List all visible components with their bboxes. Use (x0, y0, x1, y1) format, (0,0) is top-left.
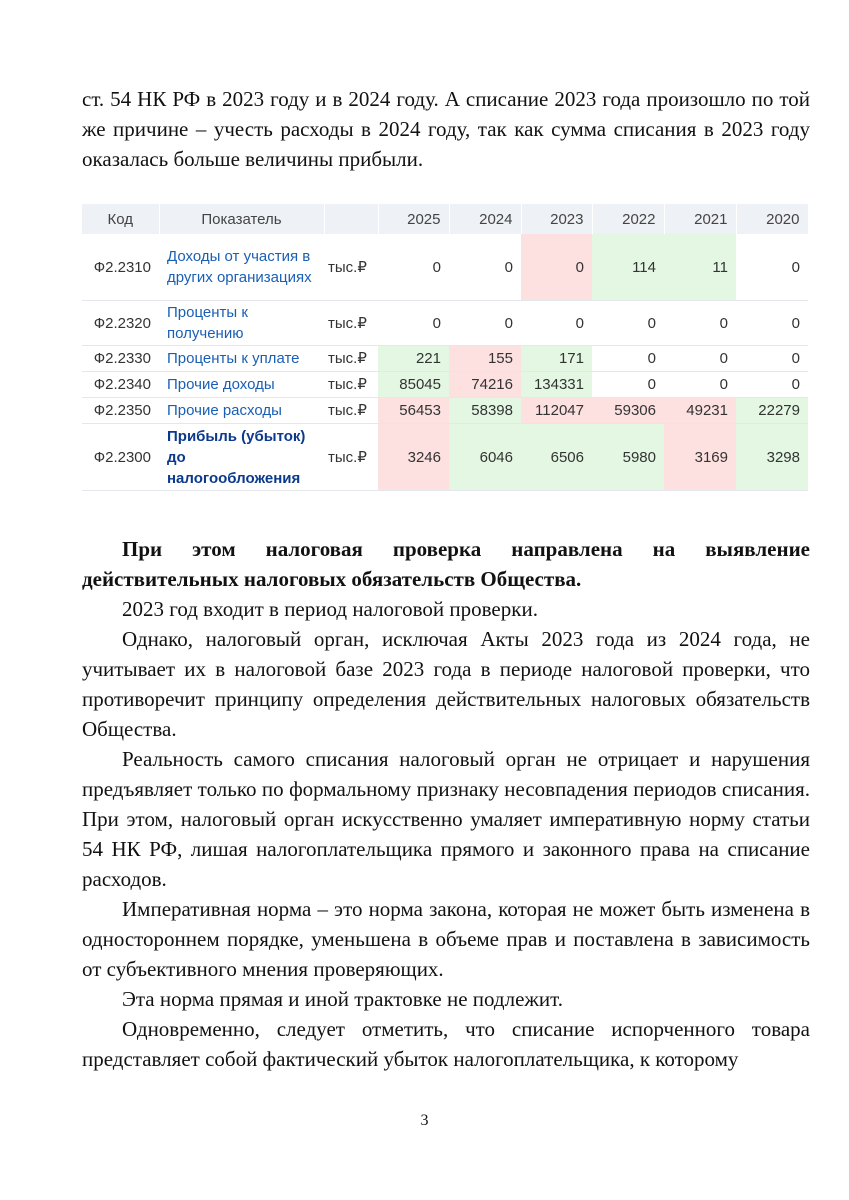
row-unit: тыс.₽ (324, 398, 378, 424)
indicator-link[interactable]: Проценты к уплате (167, 350, 300, 367)
bold-paragraph: При этом налоговая проверка направлена на выявление действительных налоговых обязательств Общества. (82, 537, 810, 591)
header-unit (324, 204, 378, 234)
value-cell: 0 (521, 234, 592, 301)
value-cell: 221 (378, 346, 449, 372)
value-cell: 0 (449, 234, 521, 301)
indicator-link[interactable]: Доходы от участия в других организациях (167, 248, 312, 286)
header-year: 2020 (736, 204, 808, 234)
value-cell: 0 (592, 346, 664, 372)
value-cell: 0 (592, 301, 664, 346)
value-cell: 59306 (592, 398, 664, 424)
page-number: 3 (420, 1112, 429, 1129)
value-cell: 0 (378, 234, 449, 301)
value-cell: 85045 (378, 372, 449, 398)
value-cell: 49231 (664, 398, 736, 424)
value-cell: 6506 (521, 424, 592, 491)
financial-table-screenshot (82, 204, 808, 496)
row-code: Ф2.2350 (82, 398, 159, 424)
value-cell: 5980 (592, 424, 664, 491)
header-year: 2025 (378, 204, 449, 234)
value-cell: 0 (449, 301, 521, 346)
row-unit: тыс.₽ (324, 301, 378, 346)
indicator-link[interactable]: Проценты к получению (167, 304, 248, 342)
row-code: Ф2.2320 (82, 301, 159, 346)
intro-paragraph: ст. 54 НК РФ в 2023 году и в 2024 году. А списание 2023 года произошло по той же причине – учесть расходы в 2024 году, так как сумма списания в 2023 году оказалась больше величины прибыли. (82, 87, 810, 171)
value-cell: 3298 (736, 424, 808, 491)
paragraph: Одновременно, следует отметить, что списание испорченного товара представляет собой фактический убыток налогоплательщика, к которому (82, 1017, 810, 1071)
indicator-link[interactable]: Прочие доходы (167, 376, 275, 393)
table-row (82, 398, 808, 424)
value-cell: 3246 (378, 424, 449, 491)
header-year: 2022 (592, 204, 664, 234)
value-cell: 134331 (521, 372, 592, 398)
value-cell: 155 (449, 346, 521, 372)
value-cell: 58398 (449, 398, 521, 424)
value-cell: 0 (378, 301, 449, 346)
paragraph: Эта норма прямая и иной трактовке не подлежит. (122, 987, 563, 1011)
header-code: Код (82, 204, 159, 234)
row-code: Ф2.2300 (82, 424, 159, 491)
row-unit: тыс.₽ (324, 372, 378, 398)
paragraph: 2023 год входит в период налоговой проверки. (122, 597, 538, 621)
table-header-row (82, 204, 808, 234)
table-row (82, 301, 808, 346)
value-cell: 0 (736, 234, 808, 301)
header-year: 2021 (664, 204, 736, 234)
paragraph: Однако, налоговый орган, исключая Акты 2023 года из 2024 года, не учитывает их в налоговой базе 2023 года в периоде налоговой проверки, что противоречит принципу определения действительных налоговых обязательств Общества. (82, 627, 810, 741)
value-cell: 0 (736, 372, 808, 398)
value-cell: 74216 (449, 372, 521, 398)
top-text-block (82, 84, 810, 174)
financial-indicators-table (82, 204, 809, 491)
value-cell: 6046 (449, 424, 521, 491)
header-year: 2024 (449, 204, 521, 234)
value-cell: 22279 (736, 398, 808, 424)
body-text-block (82, 534, 810, 1074)
row-unit: тыс.₽ (324, 346, 378, 372)
header-indicator: Показатель (159, 204, 324, 234)
paragraph: Реальность самого списания налоговый орган не отрицает и нарушения предъявляет только по формальному признаку несовпадения периодов списания. При этом, налоговый орган искусственно умаляет императивную норму статьи 54 НК РФ, лишая налогоплательщика прямого и законного права на списание расходов. (82, 747, 810, 891)
table-row (82, 424, 808, 491)
value-cell: 0 (664, 372, 736, 398)
row-code: Ф2.2310 (82, 234, 159, 301)
value-cell: 0 (592, 372, 664, 398)
row-unit: тыс.₽ (324, 234, 378, 301)
row-unit: тыс.₽ (324, 424, 378, 491)
value-cell: 0 (736, 301, 808, 346)
row-code: Ф2.2340 (82, 372, 159, 398)
value-cell: 171 (521, 346, 592, 372)
table-row (82, 346, 808, 372)
indicator-link[interactable]: Прочие расходы (167, 402, 282, 419)
table-row (82, 372, 808, 398)
value-cell: 112047 (521, 398, 592, 424)
value-cell: 56453 (378, 398, 449, 424)
value-cell: 0 (736, 346, 808, 372)
value-cell: 0 (664, 346, 736, 372)
paragraph: Императивная норма – это норма закона, которая не может быть изменена в одностороннем порядке, уменьшена в объеме прав и поставлена в зависимость от субъективного мнения проверяющих. (82, 897, 810, 981)
value-cell: 114 (592, 234, 664, 301)
header-year: 2023 (521, 204, 592, 234)
indicator-link[interactable]: Прибыль (убыток) до налогообложения (167, 427, 306, 487)
value-cell: 11 (664, 234, 736, 301)
row-code: Ф2.2330 (82, 346, 159, 372)
table-row (82, 234, 808, 301)
value-cell: 0 (664, 301, 736, 346)
value-cell: 0 (521, 301, 592, 346)
value-cell: 3169 (664, 424, 736, 491)
